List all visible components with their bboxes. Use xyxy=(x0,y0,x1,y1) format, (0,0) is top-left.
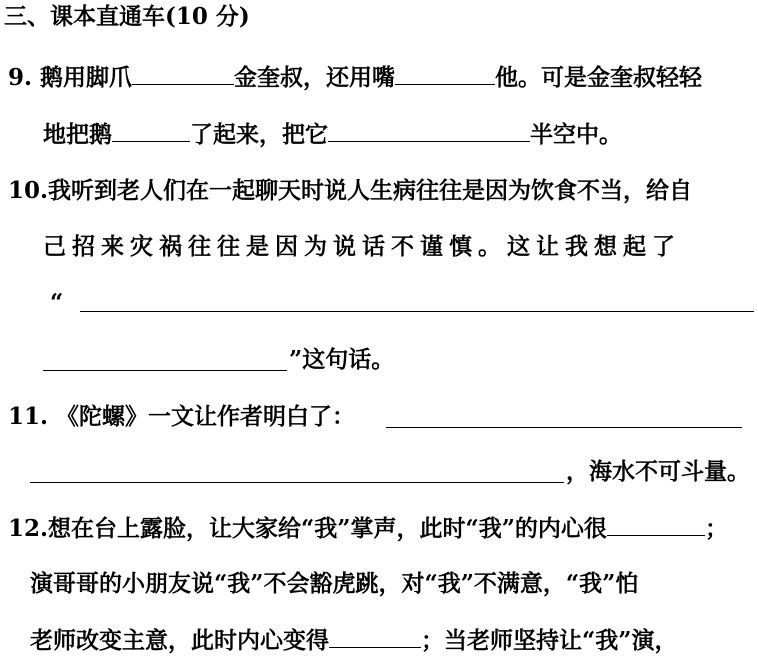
q11-text-2: ，海水不可斗量。 xyxy=(566,458,750,485)
q9-text-f: 半空中。 xyxy=(530,121,622,148)
q12-text-d: ；当老师坚持让“我”演， xyxy=(421,627,678,654)
q12-line-2: 演哥哥的小朋友说“我”不会豁虎跳，对“我”不满意，“我”怕 xyxy=(30,570,639,597)
section-heading: 三、课本直通车(10 分) xyxy=(4,3,250,30)
q11-blank-2[interactable] xyxy=(30,481,564,483)
q10-close: ”这句话。 xyxy=(289,346,395,373)
q11-line-1 xyxy=(8,402,355,432)
q12-text-c: 老师改变主意，此时内心变得 xyxy=(30,627,329,654)
q11-number: 11. xyxy=(8,403,49,430)
q10-number: 10. xyxy=(8,177,49,204)
q12-line-1 xyxy=(8,513,728,543)
q11-blank-1[interactable] xyxy=(386,426,742,428)
q9-blank-2[interactable] xyxy=(395,62,495,85)
q9-text-d: 地把鹅 xyxy=(43,121,112,148)
q10-open-quote: “ xyxy=(50,289,64,316)
q9-text-e: 了起来，把它 xyxy=(190,121,328,148)
q9-number: 9. xyxy=(8,64,33,91)
q12-blank-2[interactable] xyxy=(329,625,421,648)
q9-blank-3[interactable] xyxy=(112,119,190,142)
q9-blank-1[interactable] xyxy=(132,62,234,85)
q12-text-b: ； xyxy=(704,515,728,542)
q11-text-1: 《陀螺》一文让作者明白了： xyxy=(56,403,356,430)
q12-line-3 xyxy=(30,625,677,655)
q10-line-1 xyxy=(8,176,692,206)
q9-line-2 xyxy=(43,119,622,149)
q12-text-a: 想在台上露脸，让大家给“我”掌声，此时“我”的内心很 xyxy=(48,515,607,542)
q9-line-1 xyxy=(8,62,702,92)
q12-blank-1[interactable] xyxy=(607,513,705,536)
q9-text-c: 他。可是金奎叔轻轻 xyxy=(495,64,703,91)
q10-text-1: 我听到老人们在一起聊天时说人生病往往是因为饮食不当，给自 xyxy=(48,177,693,204)
q12-number: 12. xyxy=(8,515,49,542)
q9-blank-4[interactable] xyxy=(328,119,530,142)
q10-line-2: 己招来灾祸往往是因为说话不谨慎。这让我想起了 xyxy=(43,233,681,260)
q9-text-b: 金奎叔，还用嘴 xyxy=(234,64,396,91)
q10-blank-1[interactable] xyxy=(80,310,754,312)
q10-blank-2[interactable] xyxy=(43,369,287,371)
q9-text-a: 鹅用脚爪 xyxy=(40,64,133,91)
